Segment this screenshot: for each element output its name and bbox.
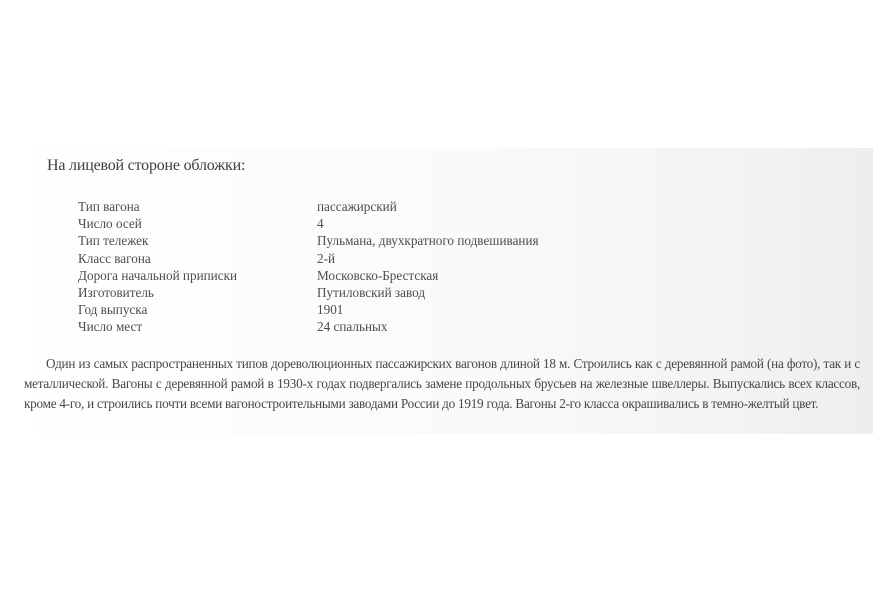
spec-value: 4 — [317, 216, 324, 232]
wagon-description-paragraph: Один из самых распространенных типов дореволюционных пассажирских вагонов длиной 18 м. Строились как с деревянной рамой (на фото), так и с металлической. Вагоны с деревянной рамой в 1930-х годах подвергались замене продольных брусьев на железные швеллеры. Выпускались всех классов, кроме 4-го, и строились почти всеми вагоностроительными заводами России до 1919 года. Вагоны 2-го класса окрашивались в темно-желтый цвет. — [24, 356, 860, 411]
spec-label: Год выпуска — [78, 302, 148, 318]
spec-label: Тип тележек — [78, 233, 149, 249]
spec-row-type — [78, 198, 539, 215]
spec-label: Число осей — [78, 216, 142, 232]
wagon-spec-table — [78, 198, 539, 336]
spec-row-bogies — [78, 232, 539, 249]
spec-label: Изготовитель — [78, 285, 154, 301]
spec-label: Класс вагона — [78, 250, 151, 266]
spec-value: 2-й — [317, 250, 336, 266]
spec-row-year — [78, 301, 539, 318]
spec-row-railway — [78, 267, 539, 284]
spec-label: Тип вагона — [78, 199, 140, 214]
spec-row-class — [78, 250, 539, 267]
spec-label: Число мест — [78, 319, 143, 335]
spec-value: Путиловский завод — [317, 285, 426, 301]
spec-label: Дорога начальной приписки — [78, 267, 238, 283]
cover-caption-heading: На лицевой стороне обложки: — [47, 157, 246, 174]
spec-row-manufacturer — [78, 284, 539, 301]
spec-row-seats — [78, 318, 539, 335]
spec-value: Пульмана, двухкратного подвешивания — [317, 233, 539, 249]
spec-value: Московско-Брестская — [317, 267, 439, 283]
spec-value: пассажирский — [317, 199, 397, 214]
spec-value: 1901 — [317, 302, 344, 318]
spec-value: 24 спальных — [317, 319, 388, 335]
spec-row-axles — [78, 215, 539, 232]
